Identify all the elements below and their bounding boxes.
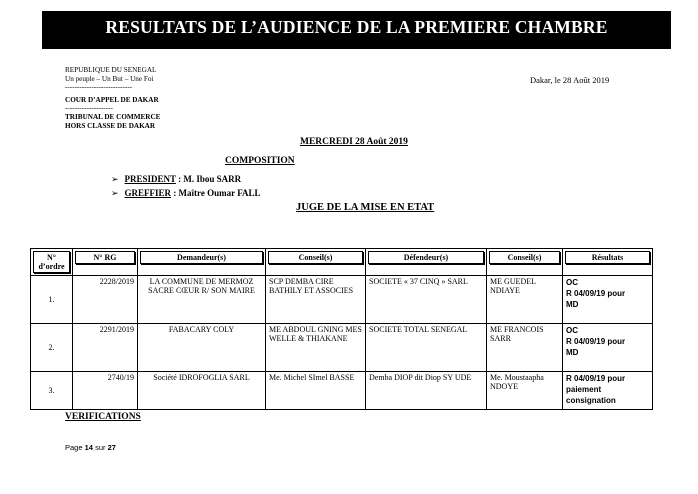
footer-page-number: 14 bbox=[84, 443, 93, 452]
cell-conseil-1: ME ABDOUL GNING MES WELLE & THIAKANE bbox=[266, 324, 366, 372]
cell-demandeur: FABACARY COLY bbox=[138, 324, 266, 372]
arrow-bullet-icon: ➢ bbox=[111, 189, 119, 199]
table-row bbox=[31, 372, 653, 410]
tribunal-name-line2: HORS CLASSE DE DAKAR bbox=[65, 122, 156, 130]
cell-rg: 2291/2019 bbox=[73, 324, 138, 372]
country-name: REPUBLIQUE DU SENEGAL bbox=[65, 66, 157, 74]
separator-2: -------------------- bbox=[65, 104, 113, 112]
cell-rg: 2740/19 bbox=[73, 372, 138, 410]
cell-conseil-2: ME GUEDEL NDIAYE bbox=[487, 276, 563, 324]
cell-ordre: 1. bbox=[31, 276, 73, 324]
table-header-row bbox=[31, 249, 653, 276]
cell-ordre: 3. bbox=[31, 372, 73, 410]
greffier-line bbox=[111, 188, 261, 199]
table-row bbox=[31, 276, 653, 324]
cell-defendeur: Demba DIOP dit Diop SY UDE bbox=[366, 372, 487, 410]
arrow-bullet-icon: ➢ bbox=[111, 175, 119, 185]
section-title: JUGE DE LA MISE EN ETAT bbox=[296, 202, 435, 213]
verifications-heading: VERIFICATIONS bbox=[65, 412, 141, 422]
header-defendeur: Défendeur(s) bbox=[366, 249, 487, 276]
cell-resultat: OC R 04/09/19 pour MD bbox=[563, 276, 653, 324]
cell-resultat: OC R 04/09/19 pour MD bbox=[563, 324, 653, 372]
footer-page-word: Page bbox=[65, 443, 83, 452]
composition-heading: COMPOSITION bbox=[225, 156, 295, 166]
cell-conseil-1: Me. Michel SImel BASSE bbox=[266, 372, 366, 410]
greffier-label: GREFFIER bbox=[124, 188, 172, 198]
cell-conseil-2: ME FRANCOIS SARR bbox=[487, 324, 563, 372]
table-row bbox=[31, 324, 653, 372]
cell-conseil-2: Me. Moustaapha NDOYE bbox=[487, 372, 563, 410]
greffier-value: : Maître Oumar FALL bbox=[173, 188, 261, 198]
page-footer bbox=[65, 443, 116, 452]
page-banner-title: RESULTATS DE L’AUDIENCE DE LA PREMIERE CHAMBRE bbox=[42, 11, 671, 49]
header-resultats: Résultats bbox=[563, 249, 653, 276]
cell-demandeur: Société IDROFOGLIA SARL bbox=[138, 372, 266, 410]
cell-ordre: 2. bbox=[31, 324, 73, 372]
header-demandeur: Demandeur(s) bbox=[138, 249, 266, 276]
national-motto: Un peuple – Un But – Une Foi bbox=[65, 75, 154, 83]
header-ordre: N° d’ordre bbox=[31, 249, 73, 276]
header-conseil-1: Conseil(s) bbox=[266, 249, 366, 276]
court-name: COUR D’APPEL DE DAKAR bbox=[65, 96, 159, 104]
president-label: PRESIDENT bbox=[124, 174, 176, 184]
cell-defendeur: SOCIETE TOTAL SENEGAL bbox=[366, 324, 487, 372]
separator-1: ---------------------------- bbox=[65, 83, 133, 91]
cell-defendeur: SOCIETE « 37 CINQ » SARL bbox=[366, 276, 487, 324]
session-date: MERCREDI 28 Août 2019 bbox=[300, 137, 408, 147]
tribunal-name-line1: TRIBUNAL DE COMMERCE bbox=[65, 113, 161, 121]
cell-rg: 2228/2019 bbox=[73, 276, 138, 324]
cell-resultat: R 04/09/19 pour paiement consignation bbox=[563, 372, 653, 410]
header-rg: N° RG bbox=[73, 249, 138, 276]
header-conseil-2: Conseil(s) bbox=[487, 249, 563, 276]
footer-page-total: 27 bbox=[107, 443, 116, 452]
president-value: : M. Ibou SARR bbox=[178, 174, 242, 184]
cell-demandeur: LA COMMUNE DE MERMOZ SACRE CŒUR R/ SON MAIRE bbox=[138, 276, 266, 324]
cell-conseil-1: SCP DEMBA CIRE BATHILY ET ASSOCIES bbox=[266, 276, 366, 324]
results-table bbox=[30, 248, 653, 410]
footer-sur: sur bbox=[95, 443, 106, 452]
document-date: Dakar, le 28 Août 2019 bbox=[530, 75, 610, 85]
president-line bbox=[111, 174, 241, 185]
